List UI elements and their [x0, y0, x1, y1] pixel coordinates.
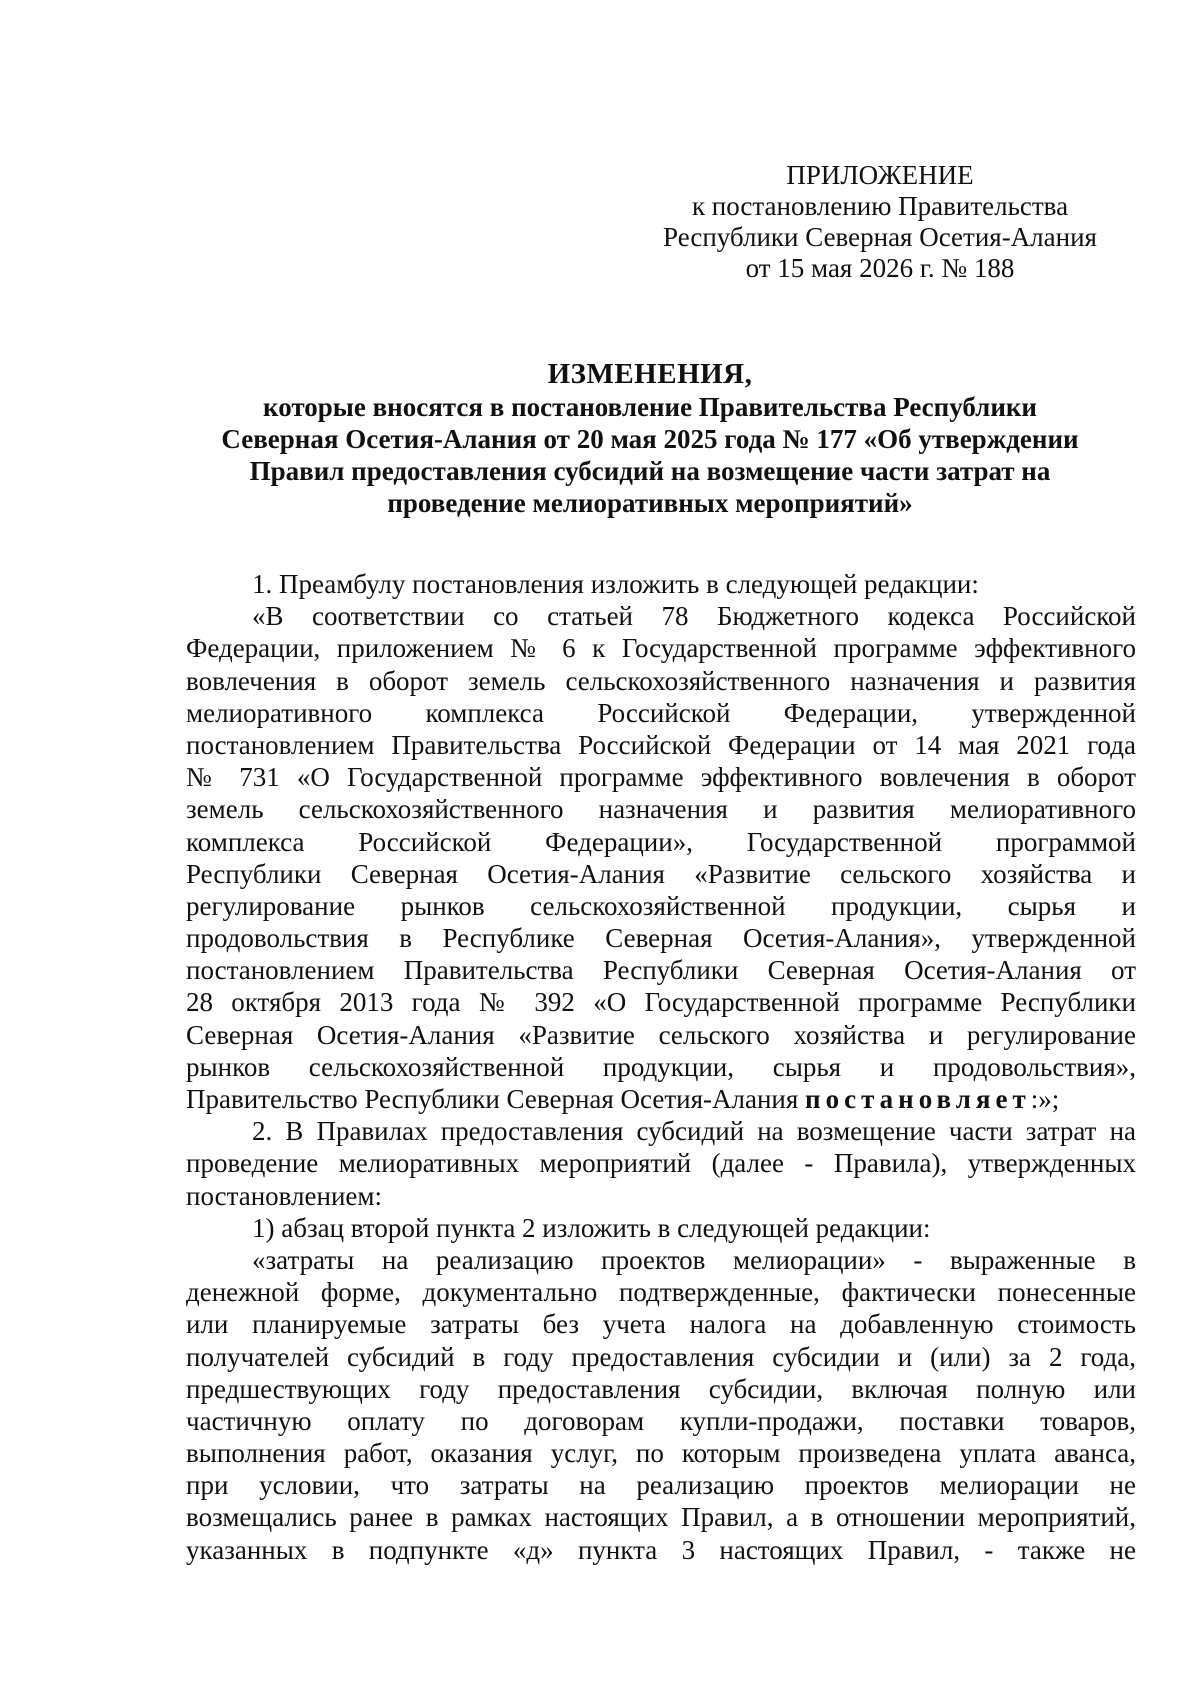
- title-subtitle-line: Правил предоставления субсидий на возмещение части затрат на: [249, 456, 1051, 486]
- enactment-word: постановляет: [805, 1084, 1031, 1114]
- paragraph-line: постановлением:: [186, 1180, 382, 1211]
- paragraph-line: 1. Преамбулу постановления изложить в следующей редакции:: [252, 569, 979, 599]
- paragraph-line: 28 октября 2013 года № 392 «О Государственной программе Республики: [186, 987, 1136, 1018]
- paragraph-line: постановлением Правительства Российской Федерации от 14 мая 2021 года: [186, 729, 1136, 760]
- paragraph-line: возмещались ранее в рамках настоящих Правил, а в отношении мероприятий,: [186, 1502, 1136, 1533]
- paragraph-line: регулирование рынков сельскохозяйственной продукции, сырья и: [186, 890, 1136, 921]
- paragraph-line: Республики Северная Осетия-Алания «Развитие сельского хозяйства и: [186, 858, 1136, 889]
- paragraph-line: Северная Осетия-Алания «Развитие сельского хозяйства и регулирование: [186, 1019, 1136, 1050]
- paragraph-line-final: [186, 1083, 1136, 1115]
- paragraph-line: предшествующих году предоставления субсидии, включая полную или: [186, 1373, 1136, 1404]
- enactment-prefix: Правительство Республики Северная Осетия-Алания: [186, 1084, 806, 1114]
- appendix-resolution-line: к постановлению Правительства: [691, 191, 1069, 221]
- paragraph-line: рынков сельскохозяйственной продукции, сырья и продовольствия»,: [186, 1051, 1136, 1082]
- appendix-republic-line: Республики Северная Осетия-Алания: [663, 222, 1097, 252]
- paragraph-line: выполнения работ, оказания услуг, по которым произведена уплата аванса,: [186, 1438, 1136, 1469]
- paragraph-line: земель сельскохозяйственного назначения и развития мелиоративного: [186, 794, 1136, 825]
- paragraph-line: указанных в подпункте «д» пункта 3 настоящих Правил, - также не: [186, 1534, 1136, 1565]
- paragraph-line: денежной форме, документально подтвержденные, фактически понесенные: [186, 1277, 1136, 1308]
- paragraph-line: 2. В Правилах предоставления субсидий на возмещение части затрат на: [252, 1116, 1136, 1147]
- appendix-header: [620, 160, 1140, 284]
- paragraph-line: Федерации, приложением № 6 к Государственной программе эффективного: [186, 633, 1136, 664]
- paragraph-line: вовлечения в оборот земель сельскохозяйственного назначения и развития: [186, 665, 1136, 696]
- paragraph-line: или планируемые затраты без учета налога на добавленную стоимость: [186, 1309, 1136, 1340]
- title-subtitle-line: которые вносятся в постановление Правительства Республики: [263, 392, 1037, 422]
- document-body: [186, 568, 1136, 1566]
- enactment-suffix: :»;: [1030, 1084, 1060, 1114]
- paragraph-line: при условии, что затраты на реализацию проектов мелиорации не: [186, 1470, 1136, 1501]
- paragraph-line: № 731 «О Государственной программе эффективного вовлечения в оборот: [186, 762, 1136, 793]
- document-title: [150, 357, 1150, 519]
- title-subtitle-line: проведение мелиоративных мероприятий»: [387, 488, 913, 518]
- paragraph-line: мелиоративного комплекса Российской Федерации, утвержденной: [186, 697, 1136, 728]
- paragraph-line: «В соответствии со статьей 78 Бюджетного кодекса Российской: [252, 601, 1136, 632]
- paragraph-line: получателей субсидий в году предоставления субсидии и (или) за 2 года,: [186, 1341, 1136, 1372]
- appendix-date-number: от 15 мая 2026 г. № 188: [745, 253, 1015, 283]
- paragraph-line: постановлением Правительства Республики Северная Осетия-Алания от: [186, 955, 1136, 986]
- paragraph-line: 1) абзац второй пункта 2 изложить в следующей редакции:: [252, 1212, 931, 1243]
- paragraph-line: продовольствия в Республике Северная Осетия-Алания», утвержденной: [186, 923, 1136, 954]
- appendix-title: ПРИЛОЖЕНИЕ: [786, 160, 974, 190]
- title-subtitle-line: Северная Осетия-Алания от 20 мая 2025 года № 177 «Об утверждении: [221, 424, 1079, 454]
- title-main: ИЗМЕНЕНИЯ,: [547, 358, 753, 390]
- paragraph-line: «затраты на реализацию проектов мелиорации» - выраженные в: [252, 1244, 1136, 1275]
- paragraph-line: частичную оплату по договорам купли-продажи, поставки товаров,: [186, 1405, 1136, 1436]
- paragraph-line: проведение мелиоративных мероприятий (далее - Правила), утвержденных: [186, 1148, 1136, 1179]
- paragraph-line: комплекса Российской Федерации», Государственной программой: [186, 826, 1136, 857]
